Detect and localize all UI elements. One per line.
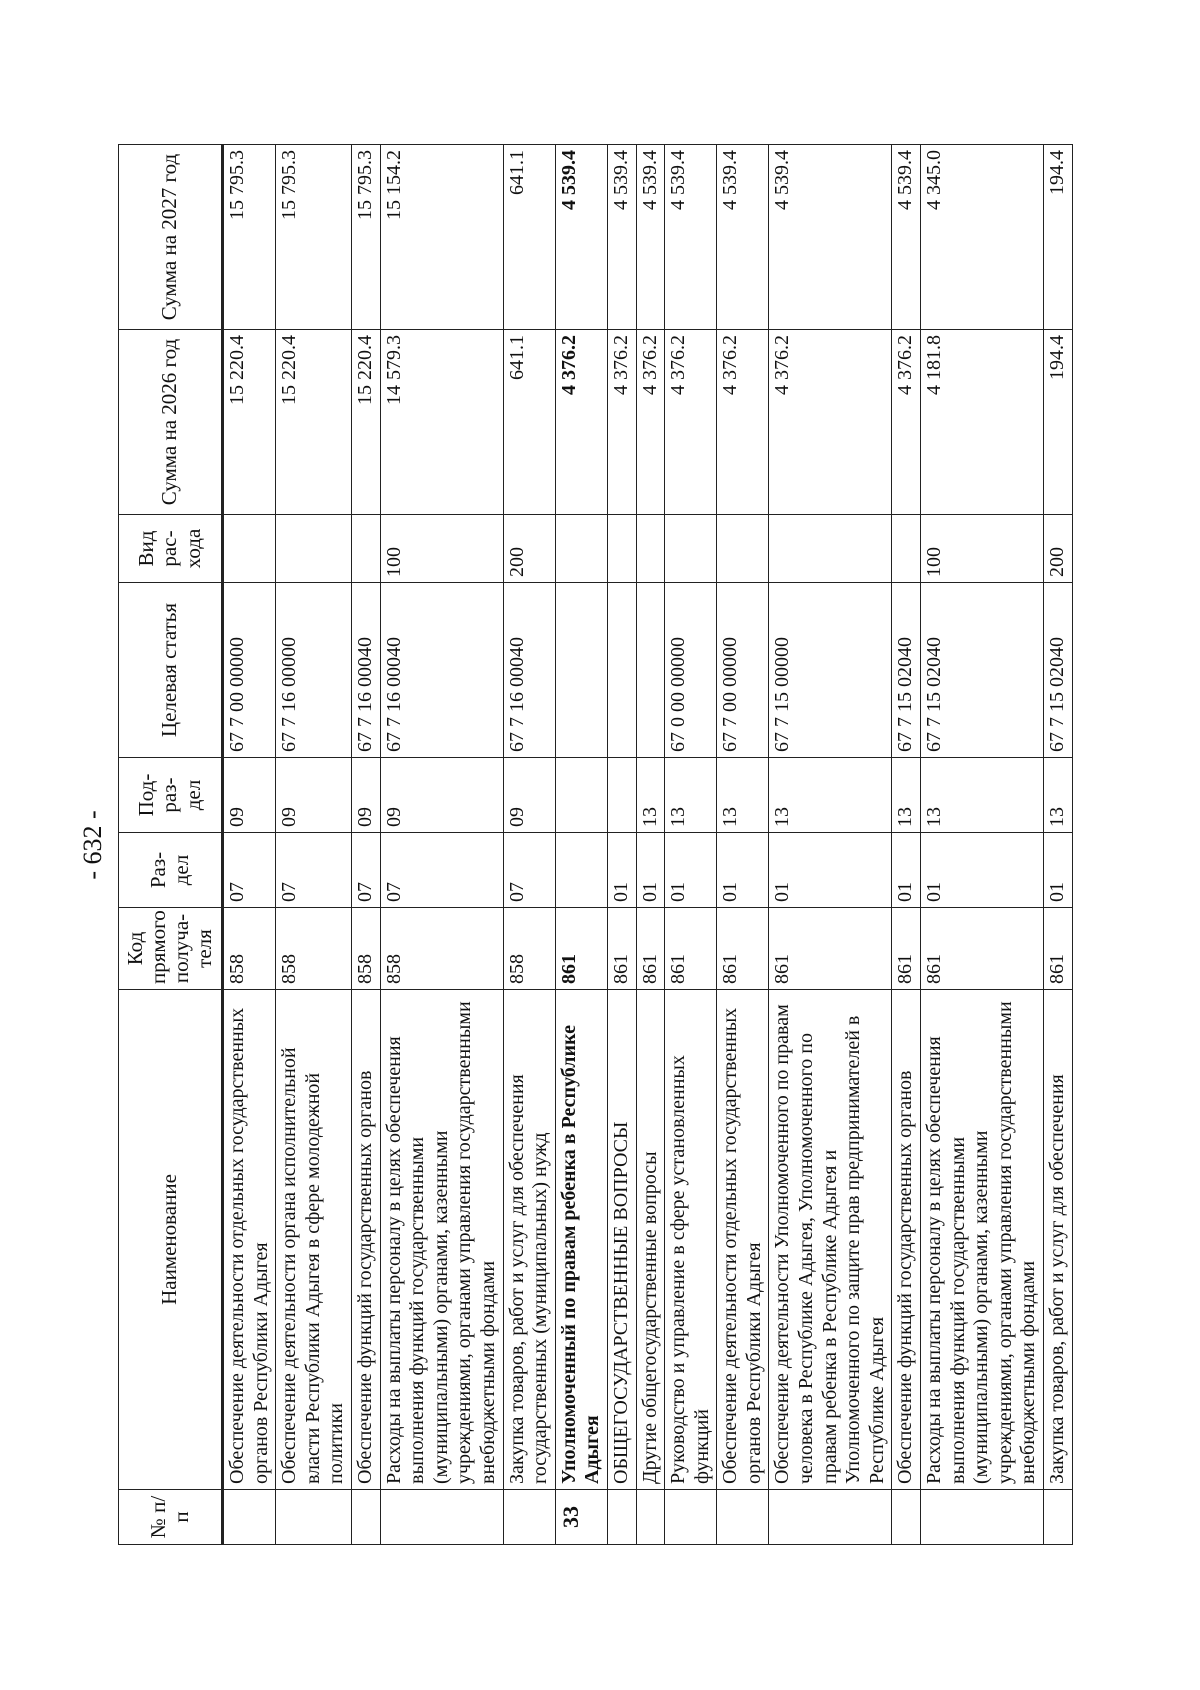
row-sum-2026: 14 579.3 [380,330,503,515]
row-name: Руководство и управление в сфере установленных функций [665,990,717,1490]
row-expense-type [769,515,892,583]
row-name: Обеспечение деятельности отдельных государственных органов Республики Адыгея [717,990,769,1490]
row-target-article: 67 7 16 00000 [276,583,352,758]
row-sum-2027: 4 539.4 [892,145,921,330]
row-target-article: 67 7 16 00040 [351,583,380,758]
row-subsection: 09 [276,758,352,833]
row-expense-type [636,515,665,583]
row-expense-type [665,515,717,583]
row-sum-2026: 4 376.2 [769,330,892,515]
row-name: Закупка товаров, работ и услуг для обеспечения [1044,990,1073,1490]
table-row [921,145,1044,1545]
row-sum-2027: 15 795.3 [276,145,352,330]
row-subsection: 13 [921,758,1044,833]
row-name: Уполномоченный по правам ребенка в Республике Адыгея [555,990,607,1490]
row-recipient-code: 861 [665,908,717,990]
row-sum-2026: 4 181.8 [921,330,1044,515]
row-sum-2026: 4 376.2 [892,330,921,515]
row-recipient-code: 858 [276,908,352,990]
row-recipient-code: 858 [380,908,503,990]
row-name: Закупка товаров, работ и услуг для обеспечения государственных (муниципальных) нужд [503,990,555,1490]
row-sum-2027: 4 345.0 [921,145,1044,330]
row-subsection: 09 [380,758,503,833]
row-recipient-code: 861 [1044,908,1073,990]
table-row [503,145,555,1545]
row-number [351,1490,380,1545]
row-expense-type [276,515,352,583]
header-sum-2027: Сумма на 2027 год [119,145,223,330]
row-sum-2026: 4 376.2 [665,330,717,515]
row-number [503,1490,555,1545]
row-expense-type: 200 [1044,515,1073,583]
row-sum-2026: 15 220.4 [276,330,352,515]
row-section: 07 [276,833,352,908]
table-row [607,145,636,1545]
row-number [665,1490,717,1545]
header-num: № п/п [119,1490,223,1545]
row-target-article: 67 7 16 00040 [380,583,503,758]
row-section: 07 [380,833,503,908]
table-row [223,145,276,1545]
row-expense-type [223,515,276,583]
row-target-article: 67 7 15 02040 [892,583,921,758]
row-recipient-code: 861 [717,908,769,990]
row-target-article: 67 7 15 02040 [1044,583,1073,758]
row-subsection: 13 [769,758,892,833]
row-expense-type [555,515,607,583]
row-sum-2026: 4 376.2 [636,330,665,515]
row-recipient-code: 861 [636,908,665,990]
table-row [636,145,665,1545]
row-number [607,1490,636,1545]
header-code: Код прямого получа-теля [119,908,223,990]
row-name: ОБЩЕГОСУДАРСТВЕННЫЕ ВОПРОСЫ [607,990,636,1490]
row-sum-2026: 641.1 [503,330,555,515]
row-name: Обеспечение деятельности органа исполнительной власти Республики Адыгея в сфере молодежной политики [276,990,352,1490]
row-section: 07 [503,833,555,908]
table-header-row [119,145,223,1545]
row-recipient-code: 858 [503,908,555,990]
table-row [1044,145,1073,1545]
row-name: Обеспечение функций государственных органов [892,990,921,1490]
row-expense-type [892,515,921,583]
row-sum-2026: 15 220.4 [223,330,276,515]
row-section: 01 [607,833,636,908]
table-row [380,145,503,1545]
row-target-article: 67 7 16 00040 [503,583,555,758]
row-section: 01 [892,833,921,908]
row-recipient-code: 858 [223,908,276,990]
row-target-article: 67 7 15 00000 [769,583,892,758]
table-row [665,145,717,1545]
row-section [555,833,607,908]
row-expense-type: 200 [503,515,555,583]
row-subsection: 09 [223,758,276,833]
row-number [276,1490,352,1545]
row-sum-2026: 4 376.2 [717,330,769,515]
row-sum-2027: 4 539.4 [636,145,665,330]
row-expense-type [607,515,636,583]
row-subsection: 13 [665,758,717,833]
row-recipient-code: 861 [555,908,607,990]
row-number [223,1490,276,1545]
row-sum-2027: 4 539.4 [717,145,769,330]
row-name: Расходы на выплаты персоналу в целях обеспечения выполнения функций государственными (муниципальными) органами, казенными учреждениями, органами управления государственными внебюджетными фондами [921,990,1044,1490]
row-section: 01 [717,833,769,908]
table-row [892,145,921,1545]
row-name: Другие общегосударственные вопросы [636,990,665,1490]
row-target-article [636,583,665,758]
row-sum-2026: 4 376.2 [555,330,607,515]
header-section: Раз-дел [119,833,223,908]
row-number: 33 [555,1490,607,1545]
row-section: 01 [769,833,892,908]
row-sum-2027: 194.4 [1044,145,1073,330]
row-expense-type: 100 [921,515,1044,583]
table-row [351,145,380,1545]
row-subsection: 13 [636,758,665,833]
row-number [892,1490,921,1545]
row-expense-type [717,515,769,583]
row-name: Обеспечение деятельности Уполномоченного по правам человека в Республике Адыгея, Уполномоченного по правам ребенка в Республике Адыгея и Уполномоченного по защите прав предпринимателей в Республике Адыгея [769,990,892,1490]
row-section: 01 [921,833,1044,908]
row-sum-2027: 4 539.4 [769,145,892,330]
row-number [717,1490,769,1545]
row-subsection: 13 [1044,758,1073,833]
row-sum-2027: 15 154.2 [380,145,503,330]
row-sum-2026: 15 220.4 [351,330,380,515]
row-sum-2026: 4 376.2 [607,330,636,515]
header-article: Целевая статья [119,583,223,758]
row-subsection [607,758,636,833]
row-target-article: 67 7 00 00000 [717,583,769,758]
row-section: 07 [223,833,276,908]
row-sum-2027: 4 539.4 [607,145,636,330]
header-name: Наименование [119,990,223,1490]
row-sum-2026: 194.4 [1044,330,1073,515]
row-sum-2027: 15 795.3 [223,145,276,330]
row-subsection: 13 [892,758,921,833]
row-expense-type: 100 [380,515,503,583]
budget-table [118,144,1073,1545]
row-sum-2027: 4 539.4 [665,145,717,330]
row-number [1044,1490,1073,1545]
row-section: 07 [351,833,380,908]
row-sum-2027: 4 539.4 [555,145,607,330]
header-expense: Вид рас-хода [119,515,223,583]
row-sum-2027: 15 795.3 [351,145,380,330]
row-recipient-code: 861 [892,908,921,990]
table-row [769,145,892,1545]
row-subsection: 09 [351,758,380,833]
row-recipient-code: 858 [351,908,380,990]
row-target-article [555,583,607,758]
row-target-article: 67 0 00 00000 [665,583,717,758]
row-target-article: 67 7 00 00000 [223,583,276,758]
row-target-article: 67 7 15 02040 [921,583,1044,758]
row-recipient-code: 861 [921,908,1044,990]
table-row [276,145,352,1545]
row-section: 01 [1044,833,1073,908]
row-subsection: 09 [503,758,555,833]
header-subsection: Под-раз-дел [119,758,223,833]
row-recipient-code: 861 [607,908,636,990]
row-section: 01 [636,833,665,908]
row-name: Обеспечение деятельности отдельных государственных органов Республики Адыгея [223,990,276,1490]
row-section: 01 [665,833,717,908]
row-number [769,1490,892,1545]
row-number [921,1490,1044,1545]
row-name: Обеспечение функций государственных органов [351,990,380,1490]
row-name: Расходы на выплаты персоналу в целях обеспечения выполнения функций государственными (муниципальными) органами, казенными учреждениями, органами управления государственными внебюджетными фондами [380,990,503,1490]
page-number: - 632 - [78,810,107,880]
row-recipient-code: 861 [769,908,892,990]
row-subsection: 13 [717,758,769,833]
header-sum-2026: Сумма на 2026 год [119,330,223,515]
row-sum-2027: 641.1 [503,145,555,330]
row-number [636,1490,665,1545]
row-subsection [555,758,607,833]
row-target-article [607,583,636,758]
table-row [555,145,607,1545]
table-row [717,145,769,1545]
row-expense-type [351,515,380,583]
row-number [380,1490,503,1545]
